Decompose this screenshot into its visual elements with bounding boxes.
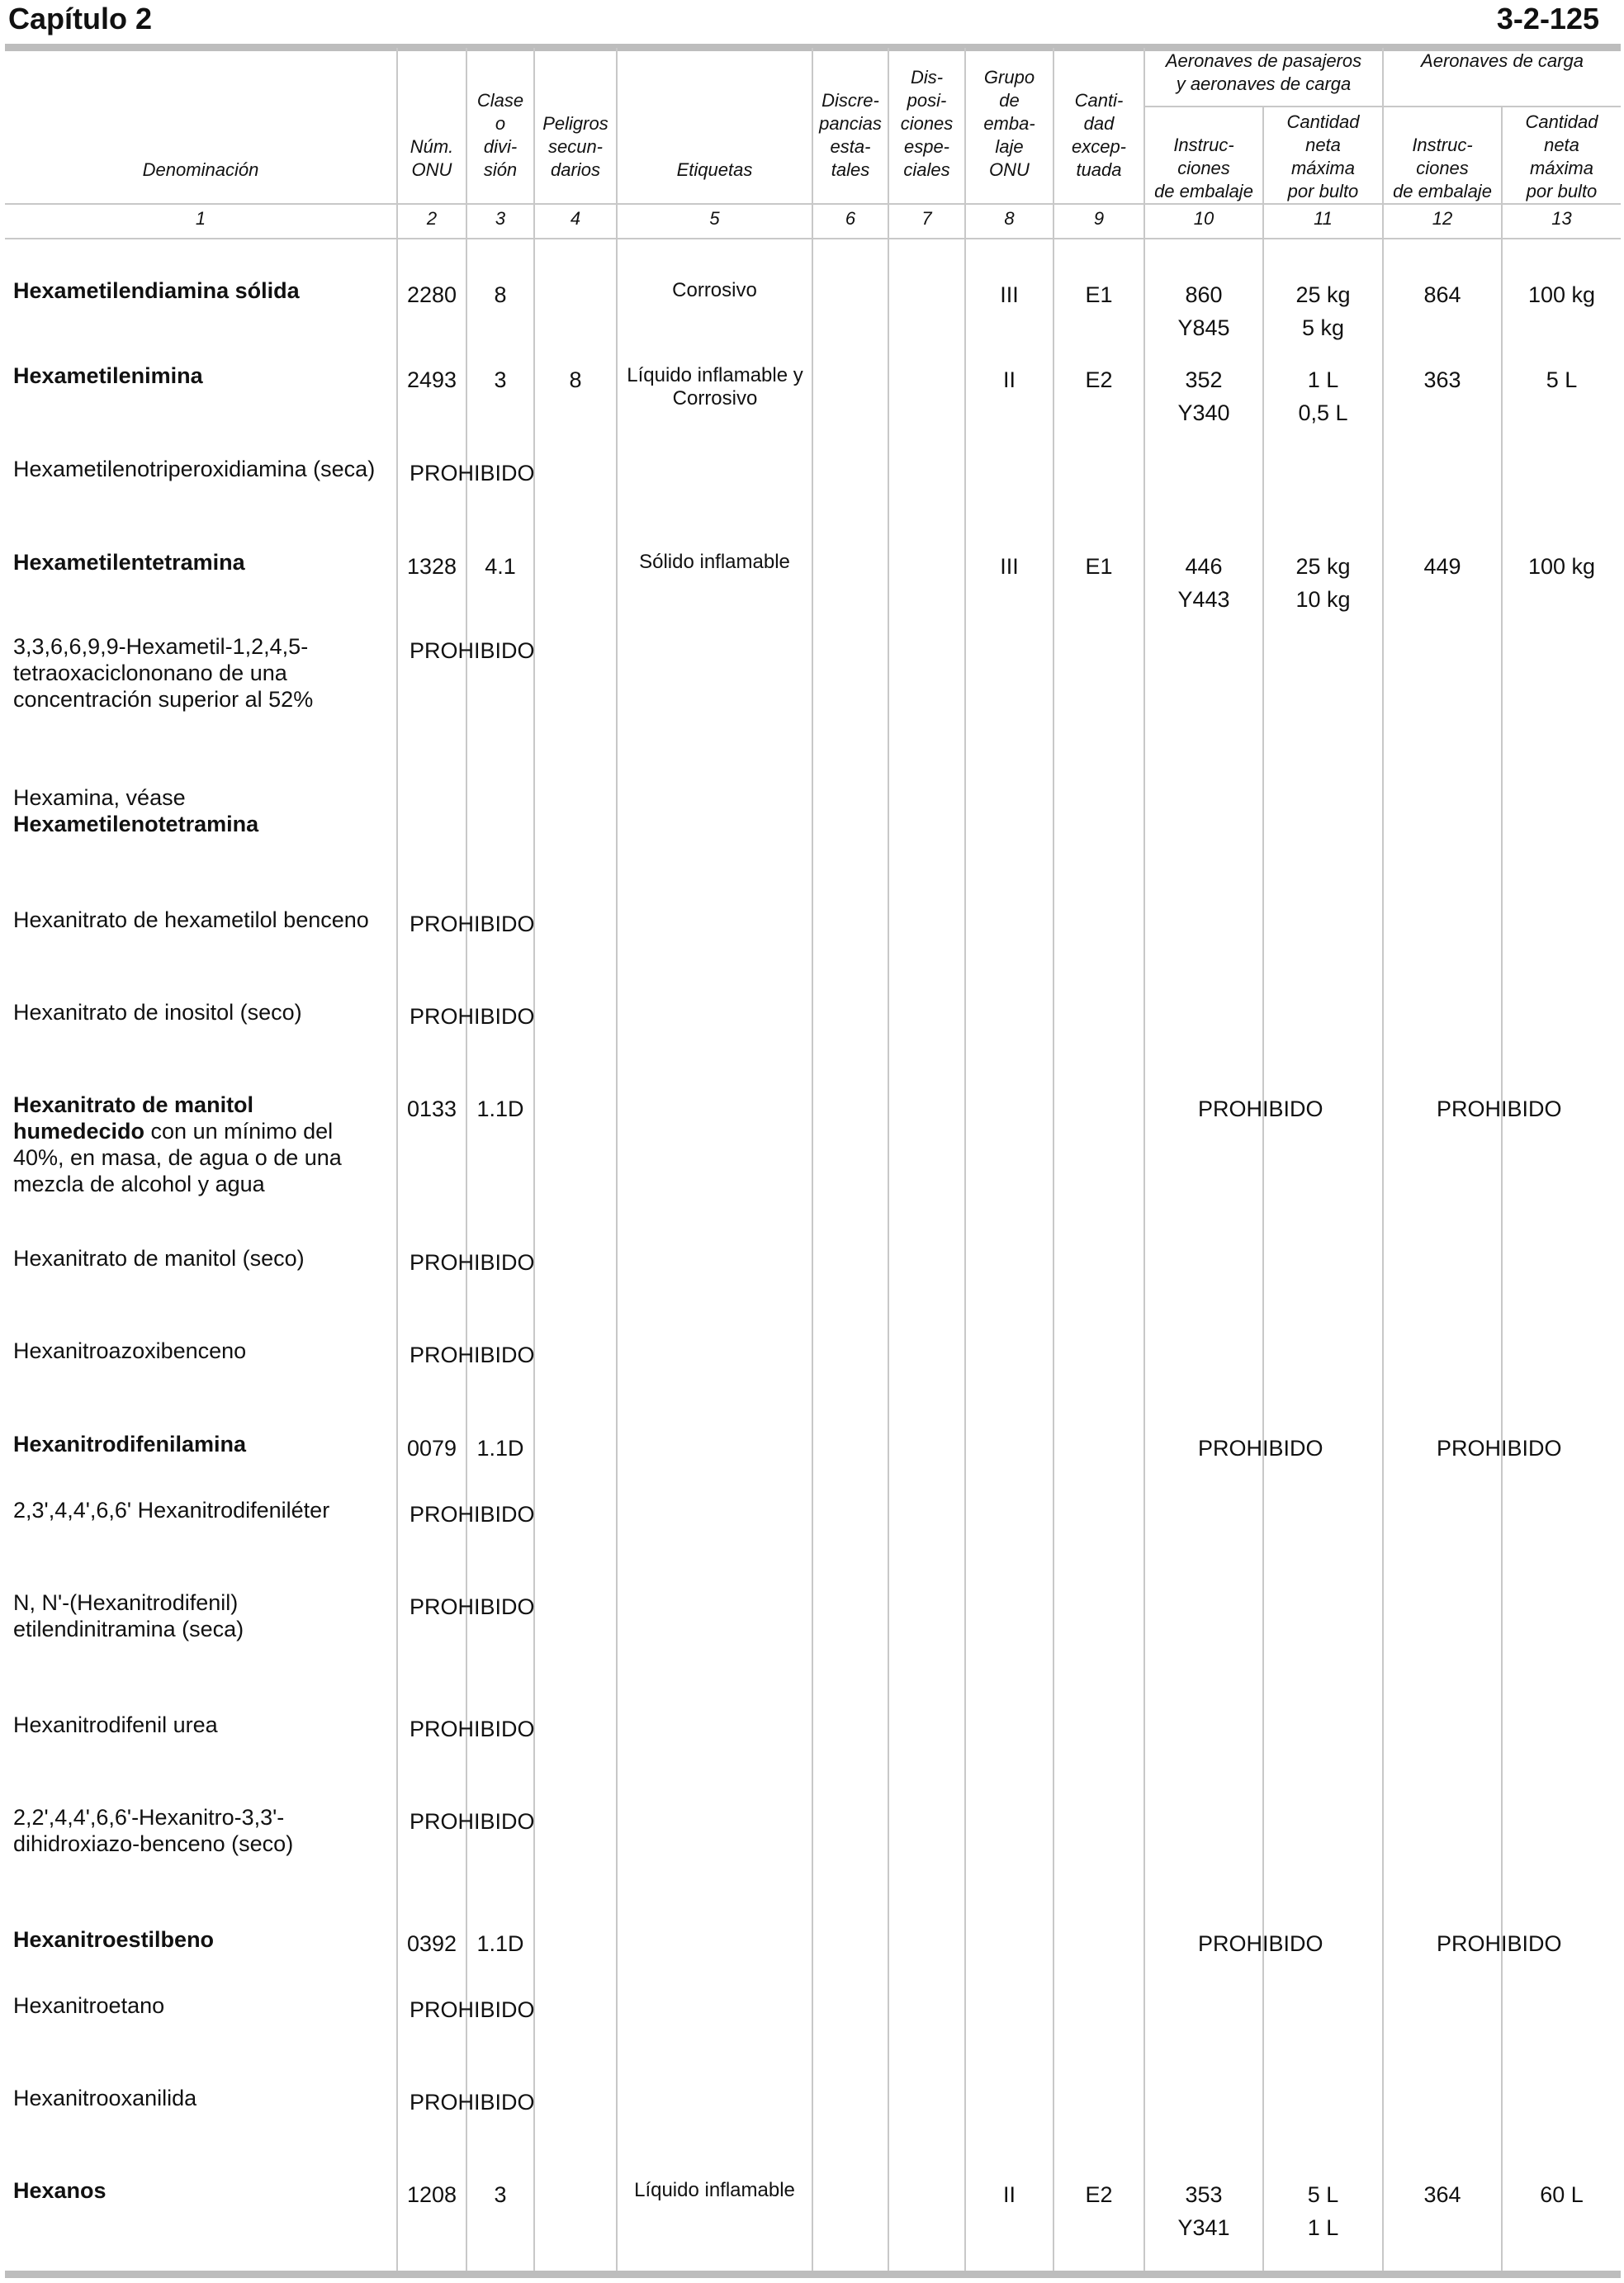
header-pax-max-quantity: Cantidad neta máxima por bulto xyxy=(1286,111,1360,201)
header-denominacion: Denominación xyxy=(142,159,259,180)
cargo-max-quantity: 100 kg xyxy=(1527,554,1596,579)
prohibited-cargo: PROHIBIDO xyxy=(1437,1436,1562,1461)
prohibited-text: PROHIBIDO xyxy=(410,1997,535,2022)
secondary-hazard: 8 xyxy=(569,367,582,392)
column-number: 2 xyxy=(426,208,438,229)
hazard-label: Líquido inflamable y Corrosivo xyxy=(627,364,803,410)
prohibited-text: PROHIBIDO xyxy=(410,1502,535,1527)
cross-reference-prefix: Hexamina, véase xyxy=(13,785,186,810)
cargo-packing-instruction: 364 xyxy=(1423,2182,1461,2207)
pax-limited-max-quantity: 1 L xyxy=(1307,2215,1339,2240)
column-number: 9 xyxy=(1093,208,1105,229)
hazard-label: Corrosivo xyxy=(672,279,757,301)
column-number: 1 xyxy=(195,208,206,229)
pax-limited-max-quantity: 5 kg xyxy=(1301,315,1345,340)
un-number: 1208 xyxy=(406,2182,457,2207)
header-pax-packing-instructions: Instruc- ciones de embalaje xyxy=(1154,135,1253,201)
substance-name: Hexanitrato de inositol (seco) xyxy=(13,1000,302,1025)
excepted-quantity: E2 xyxy=(1085,2182,1113,2207)
header-group-cargo: Aeronaves de carga xyxy=(1421,50,1584,71)
column-number: 7 xyxy=(921,208,932,229)
column-number: 13 xyxy=(1551,208,1572,229)
prohibited-text: PROHIBIDO xyxy=(410,1717,535,1741)
substance-name: Hexametilenimina xyxy=(13,363,203,388)
substance-name: 3,3,6,6,9,9-Hexametil-1,2,4,5-tetraoxaciclononano de una concentración superior al 52% xyxy=(13,634,314,712)
substance-name: Hexanitrooxanilida xyxy=(13,2086,197,2110)
pax-packing-instruction: 860 xyxy=(1185,282,1223,307)
bottom-rule xyxy=(5,2271,1621,2278)
substance-name xyxy=(13,784,393,837)
substance-name: Hexametilentetramina xyxy=(13,550,245,575)
header-excepted-quantity: Canti- dad excep- tuada xyxy=(1071,90,1127,180)
pax-max-quantity: 5 L xyxy=(1307,2182,1339,2207)
pax-packing-instruction: 353 xyxy=(1185,2182,1223,2207)
substance-name: Hexanitroazoxibenceno xyxy=(13,1338,247,1363)
class-division: 3 xyxy=(494,367,507,392)
packing-group: III xyxy=(1000,554,1019,579)
header-labels: Etiquetas xyxy=(676,159,753,180)
substance-name: Hexanitroestilbeno xyxy=(13,1927,215,1952)
substance-name: Hexanitrato de hexametilol benceno xyxy=(13,907,369,932)
substance-name: N, N'-(Hexanitrodifenil) etilendinitramina (seca) xyxy=(13,1590,244,1641)
class-division: 8 xyxy=(494,282,507,307)
pax-limited-max-quantity: 0,5 L xyxy=(1298,400,1348,425)
grid-line xyxy=(616,48,618,2271)
prohibited-text: PROHIBIDO xyxy=(410,1809,535,1834)
substance-name: Hexanitrodifenilamina xyxy=(13,1432,247,1456)
column-number: 5 xyxy=(709,208,720,229)
un-number: 0133 xyxy=(406,1097,457,1121)
cargo-max-quantity: 60 L xyxy=(1540,2182,1584,2207)
header-cargo-packing-instructions: Instruc- ciones de embalaje xyxy=(1393,135,1492,201)
header-special-provisions: Dis- posi- ciones espe- ciales xyxy=(900,67,954,180)
prohibited-passenger: PROHIBIDO xyxy=(1198,1931,1323,1956)
class-division: 1.1D xyxy=(476,1097,524,1121)
header-cargo-max-quantity: Cantidad neta máxima por bulto xyxy=(1525,111,1598,201)
pax-max-quantity: 1 L xyxy=(1307,367,1339,392)
substance-name: 2,2',4,4',6,6'-Hexanitro-3,3'-dihidroxiazo-benceno (seco) xyxy=(13,1805,294,1856)
excepted-quantity: E1 xyxy=(1085,282,1113,307)
column-number-line xyxy=(5,238,1621,239)
pax-packing-instruction: 352 xyxy=(1185,367,1223,392)
hazard-label: Sólido inflamable xyxy=(639,551,790,573)
header-class: Clase o divi- sión xyxy=(476,90,524,180)
cargo-max-quantity: 5 L xyxy=(1546,367,1578,392)
pax-limited-quantity-instruction: Y340 xyxy=(1177,400,1230,425)
prohibited-text: PROHIBIDO xyxy=(410,1594,535,1619)
un-number: 2493 xyxy=(406,367,457,392)
cargo-max-quantity: 100 kg xyxy=(1527,282,1596,307)
class-division: 3 xyxy=(494,2182,507,2207)
header-secondary-hazards: Peligros secun- darios xyxy=(542,113,608,180)
prohibited-text: PROHIBIDO xyxy=(410,912,535,936)
prohibited-text: PROHIBIDO xyxy=(410,638,535,663)
header-un-number: Núm. ONU xyxy=(410,136,454,180)
packing-group: II xyxy=(1002,367,1016,392)
un-number: 1328 xyxy=(406,554,457,579)
substance-name: Hexanitrodifenil urea xyxy=(13,1712,218,1737)
column-number: 11 xyxy=(1314,208,1333,229)
class-division: 1.1D xyxy=(476,1436,524,1461)
group-header-line xyxy=(1143,106,1621,107)
prohibited-cargo: PROHIBIDO xyxy=(1437,1097,1562,1121)
prohibited-text: PROHIBIDO xyxy=(410,461,535,485)
class-division: 4.1 xyxy=(485,554,516,579)
substance-name: 2,3',4,4',6,6' Hexanitrodifeniléter xyxy=(13,1498,330,1523)
substance-name: Hexanitrato de manitol (seco) xyxy=(13,1246,305,1271)
substance-name: Hexametilenotriperoxidiamina (seca) xyxy=(13,457,376,481)
header-line xyxy=(5,203,1621,205)
cross-reference-target: Hexametilenotetramina xyxy=(13,812,259,836)
pax-max-quantity: 25 kg xyxy=(1295,554,1351,579)
pax-max-quantity: 25 kg xyxy=(1295,282,1351,307)
un-number: 0392 xyxy=(406,1931,457,1956)
prohibited-text: PROHIBIDO xyxy=(410,1250,535,1275)
excepted-quantity: E1 xyxy=(1085,554,1113,579)
packing-group: II xyxy=(1002,2182,1016,2207)
hazard-label: Líquido inflamable xyxy=(634,2179,795,2201)
prohibited-text: PROHIBIDO xyxy=(410,2090,535,2115)
cargo-packing-instruction: 449 xyxy=(1423,554,1461,579)
excepted-quantity: E2 xyxy=(1085,367,1113,392)
column-number: 8 xyxy=(1004,208,1015,229)
substance-name: Hexametilendiamina sólida xyxy=(13,278,300,303)
page-header xyxy=(8,0,1599,43)
column-number: 6 xyxy=(845,208,856,229)
prohibited-text: PROHIBIDO xyxy=(410,1343,535,1367)
column-number: 4 xyxy=(570,208,581,229)
prohibited-text: PROHIBIDO xyxy=(410,1004,535,1029)
substance-name: Hexanos xyxy=(13,2178,107,2203)
chapter-title: Capítulo 2 xyxy=(8,2,153,36)
packing-group: III xyxy=(1000,282,1019,307)
header-state-variations: Discre- pancias esta- tales xyxy=(819,90,882,180)
grid-line xyxy=(888,48,889,2271)
grid-line xyxy=(812,48,813,2271)
prohibited-passenger: PROHIBIDO xyxy=(1198,1436,1323,1461)
un-number: 0079 xyxy=(406,1436,457,1461)
cargo-packing-instruction: 363 xyxy=(1423,367,1461,392)
column-number: 10 xyxy=(1193,208,1214,229)
prohibited-passenger: PROHIBIDO xyxy=(1198,1097,1323,1121)
un-number: 2280 xyxy=(406,282,457,307)
page-number: 3-2-125 xyxy=(1496,2,1599,36)
substance-name: Hexanitroetano xyxy=(13,1993,165,2018)
header-group-passenger: Aeronaves de pasajeros y aeronaves de carga xyxy=(1165,50,1362,94)
prohibited-cargo: PROHIBIDO xyxy=(1437,1931,1562,1956)
substance-name: Hexanitrato de manitol humedecido con un mínimo del 40%, en masa, de agua o de una mezcla de alcohol y agua xyxy=(13,1092,342,1196)
column-number: 3 xyxy=(495,208,506,229)
pax-limited-quantity-instruction: Y341 xyxy=(1177,2215,1230,2240)
cargo-packing-instruction: 864 xyxy=(1423,282,1461,307)
pax-limited-quantity-instruction: Y443 xyxy=(1177,587,1230,612)
class-division: 1.1D xyxy=(476,1931,524,1956)
pax-packing-instruction: 446 xyxy=(1185,554,1223,579)
pax-limited-max-quantity: 10 kg xyxy=(1295,587,1351,612)
header-packing-group: Grupo de emba- laje ONU xyxy=(983,67,1035,180)
column-number: 12 xyxy=(1432,208,1453,229)
pax-limited-quantity-instruction: Y845 xyxy=(1177,315,1230,340)
